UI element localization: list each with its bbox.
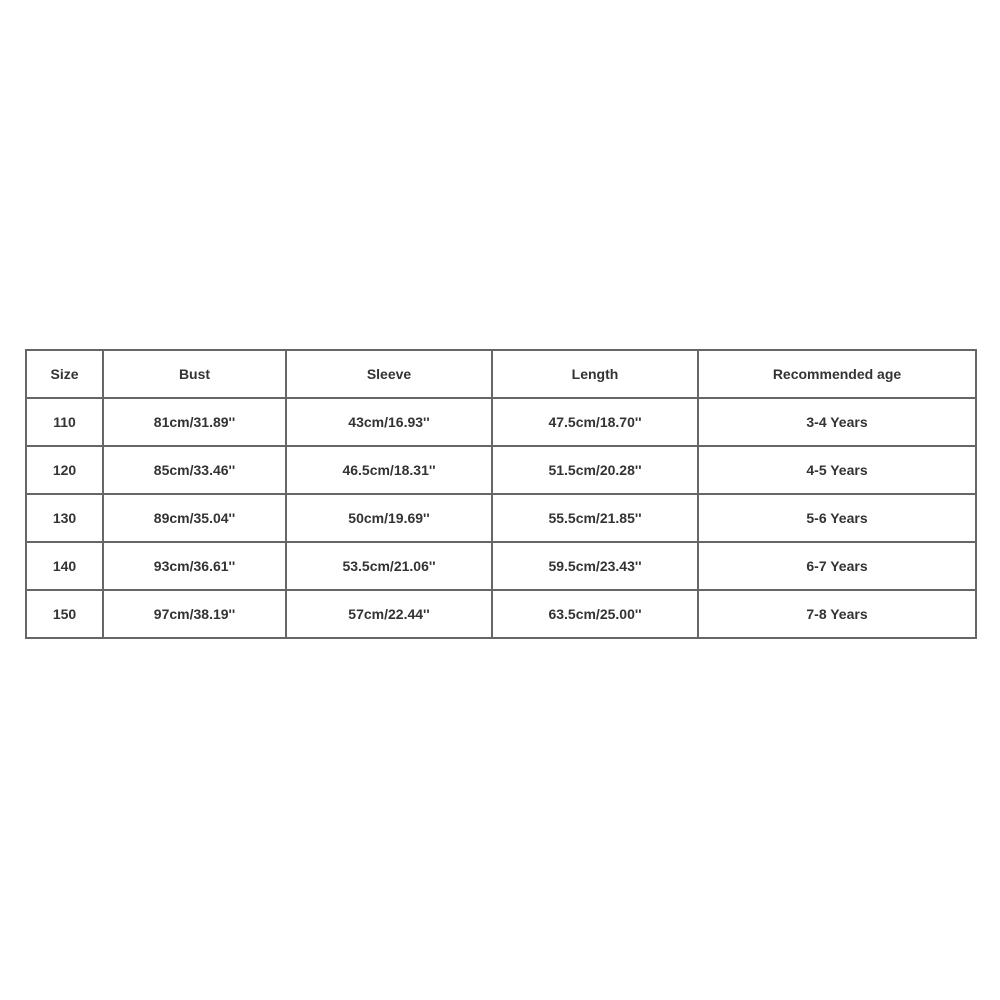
cell-size: 110 — [26, 398, 103, 446]
cell-length: 51.5cm/20.28'' — [492, 446, 698, 494]
cell-length: 55.5cm/21.85'' — [492, 494, 698, 542]
cell-length: 47.5cm/18.70'' — [492, 398, 698, 446]
cell-recommended-age: 7-8 Years — [698, 590, 976, 638]
header-size: Size — [26, 350, 103, 398]
cell-bust: 81cm/31.89'' — [103, 398, 286, 446]
header-sleeve: Sleeve — [286, 350, 492, 398]
header-length: Length — [492, 350, 698, 398]
cell-length: 63.5cm/25.00'' — [492, 590, 698, 638]
cell-sleeve: 46.5cm/18.31'' — [286, 446, 492, 494]
table-row — [26, 398, 976, 446]
cell-sleeve: 57cm/22.44'' — [286, 590, 492, 638]
cell-size: 150 — [26, 590, 103, 638]
cell-recommended-age: 5-6 Years — [698, 494, 976, 542]
cell-size: 140 — [26, 542, 103, 590]
cell-sleeve: 43cm/16.93'' — [286, 398, 492, 446]
cell-sleeve: 53.5cm/21.06'' — [286, 542, 492, 590]
cell-bust: 93cm/36.61'' — [103, 542, 286, 590]
cell-bust: 89cm/35.04'' — [103, 494, 286, 542]
header-recommended-age: Recommended age — [698, 350, 976, 398]
size-chart-table — [25, 349, 977, 639]
cell-sleeve: 50cm/19.69'' — [286, 494, 492, 542]
table-header-row — [26, 350, 976, 398]
table-row — [26, 494, 976, 542]
header-bust: Bust — [103, 350, 286, 398]
cell-recommended-age: 6-7 Years — [698, 542, 976, 590]
table-row — [26, 590, 976, 638]
cell-bust: 97cm/38.19'' — [103, 590, 286, 638]
cell-bust: 85cm/33.46'' — [103, 446, 286, 494]
cell-recommended-age: 3-4 Years — [698, 398, 976, 446]
table-row — [26, 542, 976, 590]
cell-size: 120 — [26, 446, 103, 494]
cell-length: 59.5cm/23.43'' — [492, 542, 698, 590]
cell-recommended-age: 4-5 Years — [698, 446, 976, 494]
table-row — [26, 446, 976, 494]
cell-size: 130 — [26, 494, 103, 542]
